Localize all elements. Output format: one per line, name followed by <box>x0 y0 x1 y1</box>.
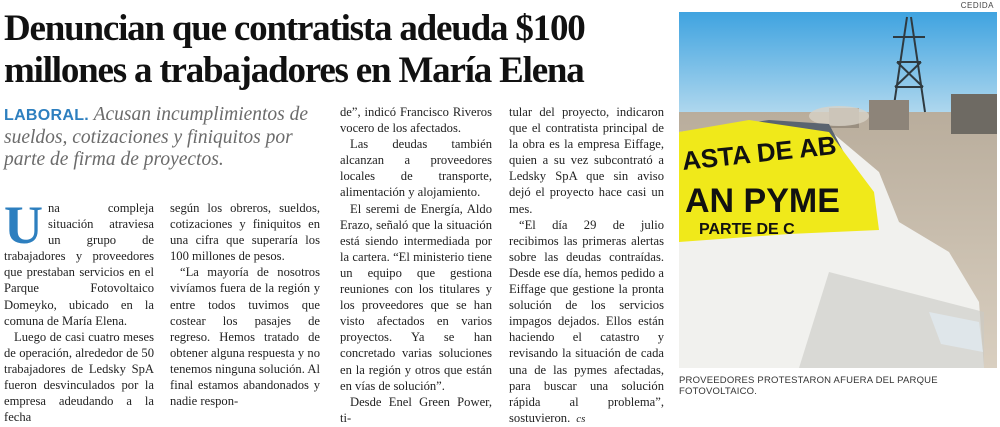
paragraph: de”, indicó Francisco Riveros vocero de los afectados. <box>340 105 492 136</box>
paragraph: Desde Enel Green Power, ti- <box>340 394 492 425</box>
quote-text: “El día 29 de julio recibimos las primeras alertas sobre las deudas contraídas. Desde ese día, hemos pedido a Eiffage que gestione la pronta solución de los servicios impagos dejados. Ellos están haciendo el catastro y revisando la situación de cada una de las pymes afectadas, para buscar una solución rápida al problema”, sostuvieron. <box>509 217 664 425</box>
drop-cap: U <box>4 195 43 255</box>
paragraph <box>509 217 664 427</box>
lead-text: Acusan incumplimientos de sueldos, cotizaciones y finiquitos por parte de firma de proyectos. <box>4 104 309 170</box>
column-4 <box>509 104 664 427</box>
column-3 <box>340 104 492 426</box>
sky <box>679 12 997 122</box>
banner-text: AN PYME <box>685 182 840 220</box>
paragraph: “La mayoría de nosotros vivíamos fuera de la región y entre todos tuvimos que costear los pasajes de regreso. Hemos tratado de obtener alguna respuesta y no tenemos ninguna solución. Al final estamos abandonados y nadie respon- <box>170 265 320 409</box>
lead-paragraph <box>4 104 324 171</box>
section-kicker: LABORAL. <box>4 107 90 124</box>
paragraph: na compleja situación atraviesa un grupo de trabajadores y proveedores que prestaban servicios en el Parque Fotovoltaico Domeyko, ubicado en la comuna de María Elena. <box>4 201 154 328</box>
photo-caption: PROVEEDORES PROTESTARON AFUERA DEL PARQUE FOTOVOLTAICO. <box>679 375 938 397</box>
paragraph: El seremi de Energía, Aldo Erazo, señaló que la situación está siendo intermediada por la cartera. “El ministerio tiene un equipo que gestiona reuniones con los titulares y los proveedores que se han visto afectados en varios proyectos. Ya se han concretado varias soluciones en la región y otros que están en vías de solución”. <box>340 201 492 393</box>
end-mark-icon: cs <box>576 412 586 425</box>
paragraph: Las deudas también alcanzan a proveedores locales de transporte, alimentación y alojamiento. <box>340 137 492 200</box>
headline: Denuncian que contratista adeuda $100 millones a trabajadores en María Elena <box>4 8 585 91</box>
banner-text: ASTA DE AB <box>680 129 838 176</box>
paragraph: Luego de casi cuatro meses de operación, alrededor de 50 trabajadores de Ledsky SpA fueron desvinculados por la empresa adeudando a la fecha <box>4 329 154 425</box>
building <box>951 94 997 134</box>
column-1 <box>4 195 154 425</box>
photo-credit: CEDIDA <box>960 1 994 10</box>
paragraph: tular del proyecto, indicaron que el contratista principal de la obra es la empresa Eiffage, quien a su vez subcontrató a Ledsky SpA que sin aviso dejó el proyecto hace casi un mes. <box>509 105 664 216</box>
building <box>869 100 909 130</box>
banner-text: PARTE DE C <box>699 221 795 238</box>
dust-cloud <box>809 106 869 126</box>
column-2 <box>170 200 320 409</box>
protest-photo <box>679 12 997 368</box>
paragraph: según los obreros, sueldos, cotizaciones y finiquitos en una cifra que superaría los 100 millones de pesos. <box>170 201 320 264</box>
